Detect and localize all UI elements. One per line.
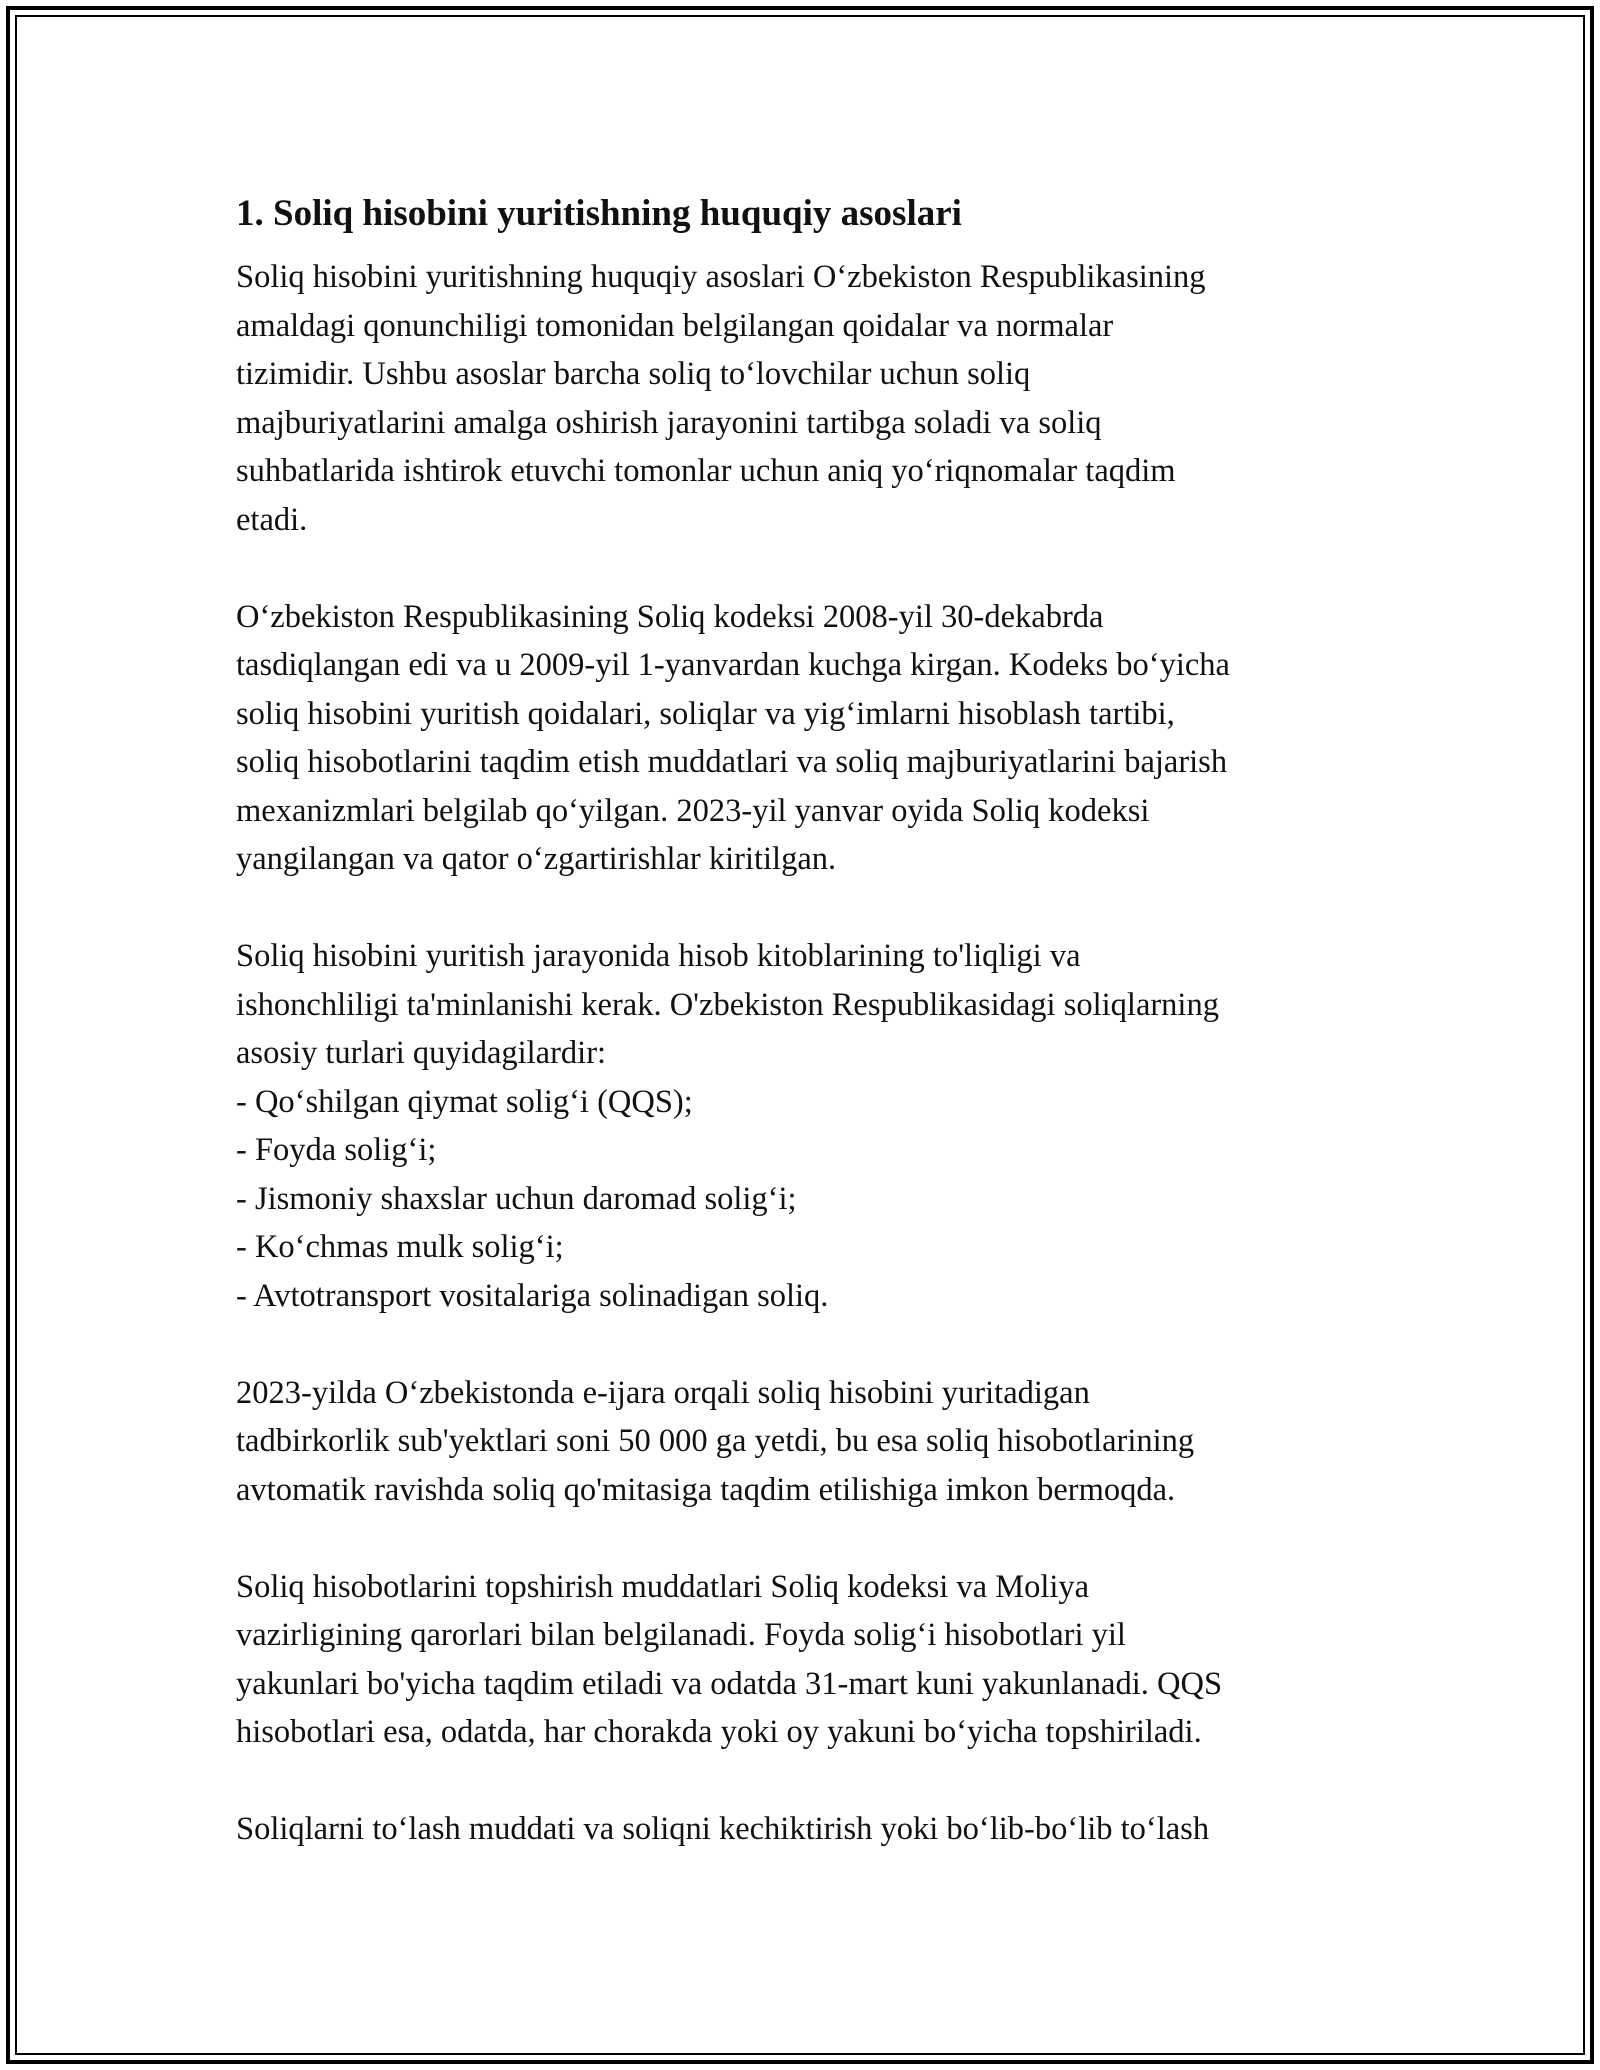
paragraph-line: Soliq hisobotlarini topshirish muddatlari Soliq kodeksi va Moliya xyxy=(236,1568,1090,1605)
paragraph-line: majburiyatlarini amalga oshirish jarayonini tartibga soladi va soliq xyxy=(236,404,1102,441)
list-item: - Foyda solig‘i; xyxy=(236,1132,437,1168)
paragraph-tax-code xyxy=(236,593,1366,884)
paragraph-e-ijara xyxy=(236,1369,1366,1515)
paragraph-line: asosiy turlari quyidagilardir: xyxy=(236,1035,607,1071)
list-item: - Jismoniy shaxslar uchun daromad solig‘i; xyxy=(236,1180,797,1217)
paragraph-tax-types xyxy=(236,932,1366,1320)
paragraph-deadlines xyxy=(236,1563,1366,1757)
paragraph-line: yakunlari bo'yicha taqdim etiladi va odatda 31-mart kuni yakunlanadi. QQS xyxy=(236,1665,1223,1702)
paragraph-line: Soliq hisobini yuritishning huquqiy asoslari O‘zbekiston Respublikasining xyxy=(236,259,1206,295)
list-item: - Ko‘chmas mulk solig‘i; xyxy=(236,1229,564,1265)
paragraph-line: tizimidir. Ushbu asoslar barcha soliq to‘lovchilar uchun soliq xyxy=(236,356,1031,392)
paragraph-line: avtomatik ravishda soliq qo'mitasiga taqdim etilishiga imkon bermoqda. xyxy=(236,1471,1176,1508)
paragraph-line: mexanizmlari belgilab qo‘yilgan. 2023-yil yanvar oyida Soliq kodeksi xyxy=(236,792,1150,829)
paragraph-line: ishonchliligi ta'minlanishi kerak. O'zbekiston Respublikasidagi soliqlarning xyxy=(236,986,1219,1023)
paragraph-line: etadi. xyxy=(236,501,308,538)
paragraph-line: amaldagi qonunchiligi tomonidan belgilangan qoidalar va normalar xyxy=(236,307,1114,344)
list-item: - Avtotransport vositalariga solinadigan soliq. xyxy=(236,1277,829,1314)
paragraph-legal-basis xyxy=(236,253,1366,544)
paragraph-line: tasdiqlangan edi va u 2009-yil 1-yanvardan kuchga kirgan. Kodeks bo‘yicha xyxy=(236,647,1230,683)
list-item: - Qo‘shilgan qiymat solig‘i (QQS); xyxy=(236,1083,693,1120)
document-page xyxy=(236,185,1366,1902)
paragraph-line: vazirligining qarorlari bilan belgilanadi. Foyda solig‘i hisobotlari yil xyxy=(236,1617,1126,1653)
paragraph-line: yangilangan va qator o‘zgartirishlar kiritilgan. xyxy=(236,841,837,877)
paragraph-line: soliq hisobotlarini taqdim etish muddatlari va soliq majburiyatlarini bajarish xyxy=(236,744,1228,780)
paragraph-payment-terms xyxy=(236,1805,1366,1854)
paragraph-line: suhbatlarida ishtirok etuvchi tomonlar uchun aniq yo‘riqnomalar taqdim xyxy=(236,453,1176,489)
paragraph-line: Soliq hisobini yuritish jarayonida hisob kitoblarining to'liqligi va xyxy=(236,938,1081,974)
paragraph-line: hisobotlari esa, odatda, har chorakda yoki oy yakuni bo‘yicha topshiriladi. xyxy=(236,1714,1202,1750)
paragraph-line: 2023-yilda O‘zbekistonda e-ijara orqali soliq hisobini yuritadigan xyxy=(236,1374,1090,1411)
paragraph-line: soliq hisobini yuritish qoidalari, soliqlar va yig‘imlarni hisoblash tartibi, xyxy=(236,695,1175,732)
paragraph-line: tadbirkorlik sub'yektlari soni 50 000 ga yetdi, bu esa soliq hisobotlarining xyxy=(236,1423,1195,1459)
paragraph-line: O‘zbekiston Respublikasining Soliq kodeksi 2008-yil 30-dekabrda xyxy=(236,598,1104,635)
paragraph-line: Soliqlarni to‘lash muddati va soliqni kechiktirish yoki bo‘lib-bo‘lib to‘lash xyxy=(236,1811,1210,1847)
section-heading: 1. Soliq hisobini yuritishning huquqiy asoslari xyxy=(236,193,962,234)
